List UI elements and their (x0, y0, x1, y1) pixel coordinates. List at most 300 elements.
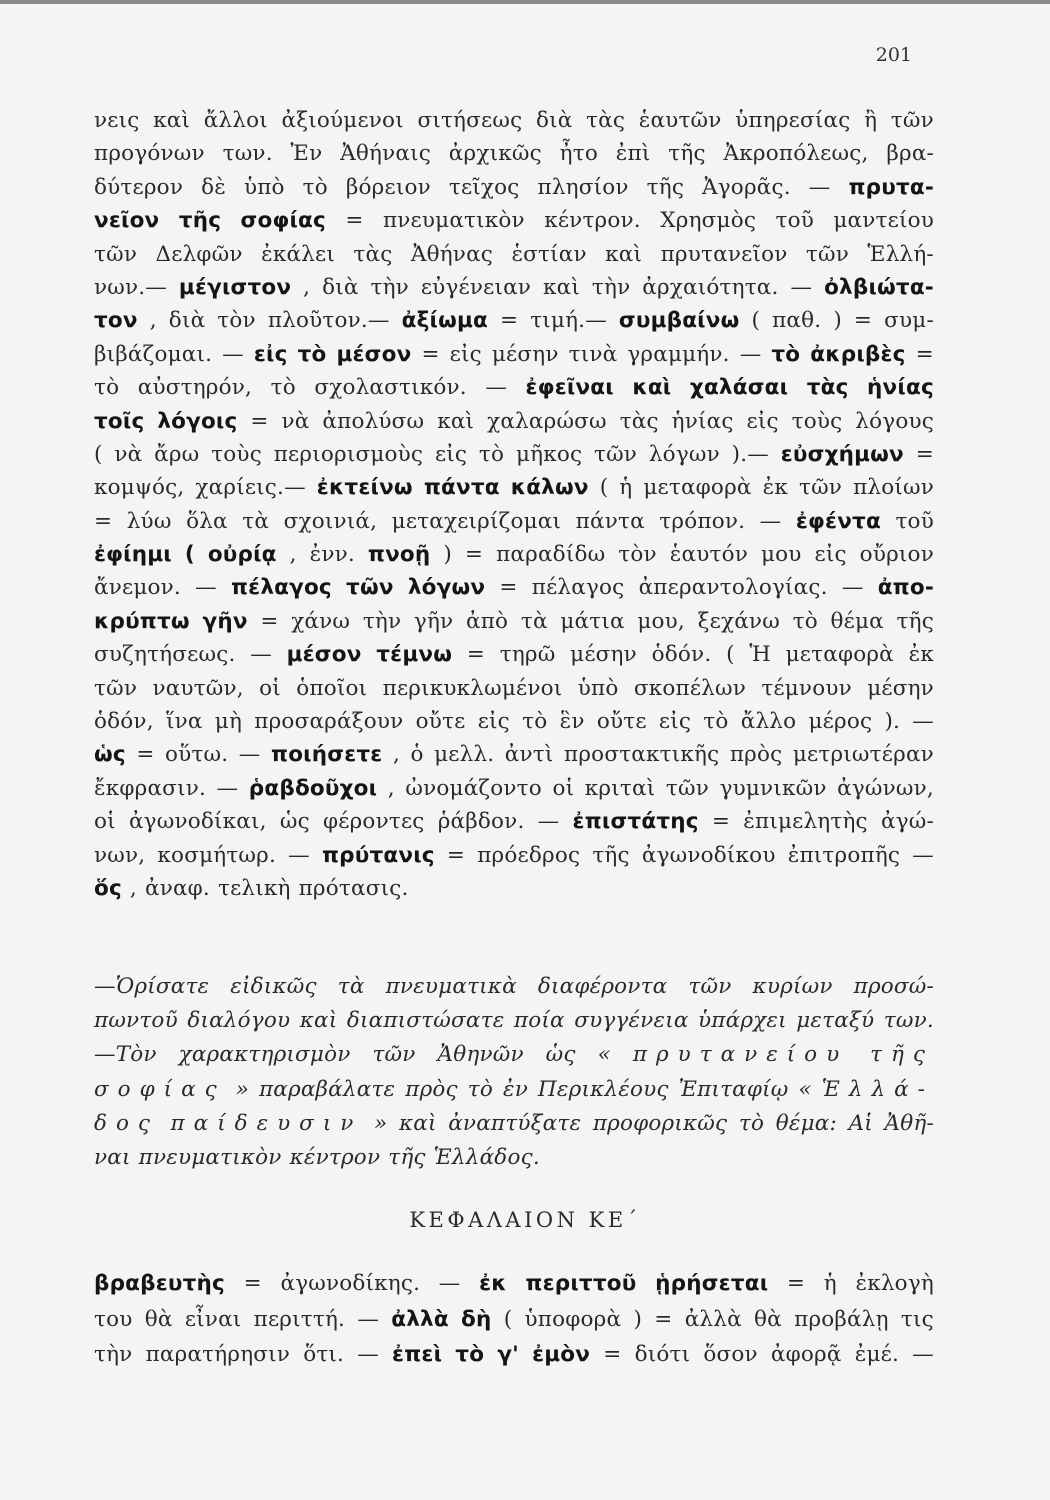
text-run: τῆς (646, 174, 685, 200)
text-run: ( (726, 642, 735, 668)
text-run: νων.— (94, 274, 168, 300)
text-run: σχολαστικόν. (314, 375, 467, 401)
text-run: τὸ (738, 1110, 765, 1136)
text-run: ( (94, 441, 103, 467)
text-run: περιορισμοὺς (273, 441, 424, 467)
text-run: Ἐπιταφίῳ (678, 1076, 789, 1102)
text-run: σοφίας (94, 1076, 226, 1102)
text-run: αὐστηρόν, (137, 375, 253, 401)
glossary-line (94, 405, 934, 438)
text-run: νεις (94, 108, 140, 133)
text-run: ναι (94, 1144, 131, 1170)
text-run: τοῦ (775, 208, 814, 234)
text-run: — (790, 274, 813, 300)
glossary-line (94, 805, 934, 838)
text-run: τὰ (337, 974, 365, 999)
text-run: εἰς (449, 341, 482, 367)
text-run: ἐπιτροπῆς (787, 842, 901, 868)
bold-term: ποιήσετε (270, 742, 383, 768)
text-run: παθ. (772, 308, 822, 334)
text-run: ).— (731, 441, 769, 467)
text-run: τὰς (586, 108, 626, 133)
text-run: ἀπεραντολογίας. (638, 575, 828, 601)
bold-term: μέσον (336, 341, 412, 367)
text-run: περικυκλωμένοι (382, 675, 563, 701)
text-run: ἐκλογὴ (855, 1271, 934, 1296)
text-run: παραβάλατε (258, 1076, 396, 1102)
text-run: οἱ (552, 775, 575, 801)
text-run: ἔκφρασιν. (94, 775, 206, 801)
text-run: τῶν (805, 241, 849, 267)
page-top-edge (0, 0, 1050, 4)
glossary-line (94, 137, 934, 170)
chapter-line (94, 1302, 934, 1338)
text-run: = (446, 842, 466, 868)
text-run: πνευματικὸν (138, 1144, 282, 1170)
text-run: πλησίον (537, 174, 629, 200)
text-run: ἐκ (908, 642, 934, 668)
text-run: χαρίεις.— (195, 475, 306, 501)
text-run: συζητήσεως. (94, 642, 236, 668)
text-run: , (129, 875, 137, 901)
text-run: τοὺς (791, 408, 843, 434)
text-run: ( (751, 308, 761, 334)
text-run: μου, (637, 608, 685, 634)
question-line (94, 1073, 934, 1107)
text-run: » (235, 1076, 249, 1102)
text-run: οὔτε (596, 709, 647, 735)
text-run: ἀγώ- (880, 809, 934, 835)
bold-term: τον (94, 308, 138, 334)
text-run: βρα- (886, 141, 934, 167)
text-run: — (216, 775, 239, 801)
text-run: καὶ (437, 408, 475, 434)
text-run: — (250, 642, 272, 668)
glossary-line (94, 839, 934, 872)
text-run: δος (94, 1110, 159, 1136)
text-run: τῶν (372, 1042, 416, 1068)
text-run: ( (599, 475, 609, 501)
text-run: Ἐν (290, 141, 323, 167)
bold-term: μέσον (286, 642, 362, 668)
text-run: πνευματικὰ (385, 974, 517, 999)
text-run: περιττή. (253, 1306, 346, 1332)
text-run: εὐγένειαν (420, 274, 532, 300)
text-run: ὅλα (186, 508, 228, 534)
bold-term: τὸ (297, 341, 327, 367)
glossary-line (94, 104, 934, 137)
text-run: καὶ (542, 274, 580, 300)
text-run: — (537, 809, 560, 835)
text-run: κομψός, (94, 475, 185, 501)
text-run: ) (833, 308, 842, 334)
bold-term: σοφίας (240, 208, 326, 234)
text-run: οὕτω. (165, 742, 229, 768)
text-run: μεταξύ (796, 1008, 875, 1034)
glossary-line (94, 338, 934, 371)
text-run: ἀναπτύξατε (448, 1110, 582, 1136)
text-run: τῶν (688, 974, 732, 999)
page-number: 201 (875, 44, 912, 66)
glossary-line (94, 204, 934, 237)
glossary-line (94, 872, 934, 905)
text-run: ἑστίαν (511, 241, 587, 267)
text-run: = (915, 341, 934, 367)
text-run: ἐκάλει (261, 241, 335, 267)
text-run: μὴ (214, 709, 243, 735)
text-run: εἰς (746, 408, 779, 434)
bold-term: τὸ (455, 1342, 485, 1367)
text-run: —Τὸν (94, 1042, 157, 1068)
text-run: διότι (634, 1342, 691, 1367)
glossary-line (94, 438, 934, 471)
text-run: νὰ (281, 408, 310, 434)
text-run: — (485, 375, 508, 401)
text-run: μου (760, 542, 802, 568)
text-run: διαφέροντα (537, 974, 668, 999)
text-run: πρότασις. (298, 875, 409, 901)
text-run: τῆς (388, 1144, 426, 1170)
text-run: ὑπὸ (577, 675, 619, 701)
text-run: ὁποῖοι (296, 675, 368, 701)
bold-term: ἐπιστάτης (572, 809, 699, 835)
text-run: ἀγωνοδίκης. (280, 1271, 421, 1296)
text-run: προβάλῃ (794, 1306, 889, 1332)
glossary-line (94, 738, 934, 771)
text-run: τῶν (890, 108, 934, 133)
text-run: ἄλλο (740, 709, 797, 735)
text-run: τὸ (792, 608, 818, 634)
text-run: ). (884, 709, 901, 735)
text-run: κέντρον (289, 1144, 381, 1170)
text-run: ἀγωνοδίκαι, (128, 809, 267, 835)
bold-term: περιττοῦ (525, 1271, 637, 1296)
text-run: = (786, 1271, 806, 1296)
text-run: Αἱ (848, 1110, 873, 1136)
text-run: μεταχειρίζομαι (391, 508, 562, 534)
bold-term: τῆς (178, 208, 222, 234)
text-run: — (195, 575, 217, 601)
text-run: κριταὶ (584, 775, 656, 801)
text-run: Χρησμὸς (660, 208, 757, 234)
text-run: διὰ (535, 108, 573, 133)
text-run: ἀλλὰ (684, 1306, 742, 1332)
text-run: βόρειον (345, 174, 431, 200)
text-run: τῶν (665, 775, 710, 801)
bold-term: δὴ (461, 1306, 492, 1332)
question-line (94, 1004, 934, 1038)
text-run: οὔτε (415, 709, 466, 735)
glossary-line (94, 505, 934, 538)
bold-term: πάντα (423, 475, 500, 501)
bold-term: ἀλλὰ (391, 1306, 449, 1332)
bold-term: ἐκτείνω (316, 475, 413, 501)
text-run: ἑαυτόν (669, 542, 748, 568)
text-run: ποία (513, 1008, 565, 1034)
text-run: εἰς (658, 709, 692, 735)
bold-term: ἐφέντα (795, 508, 881, 534)
text-run: — (739, 341, 762, 367)
text-run: πωντοῦ (94, 1008, 178, 1034)
text-run: οἱ (94, 809, 116, 835)
text-run: ἄρω (154, 441, 200, 467)
bold-term: ὡς (94, 742, 126, 768)
text-run: ξεχάνω (697, 608, 780, 634)
text-run: Ἀθήναις (340, 141, 431, 167)
text-run: = (464, 542, 484, 568)
text-run: = (136, 742, 155, 768)
bold-term: τὸ (771, 341, 801, 367)
text-run: = (499, 308, 519, 334)
text-run: τῆς (668, 141, 706, 167)
text-run: — (808, 174, 831, 200)
bold-term: πρυτα- (848, 174, 934, 200)
text-run: τὴν (591, 274, 631, 300)
text-run: τὸ (478, 441, 505, 467)
text-run: μῆκος (515, 441, 583, 467)
text-run: τὸ (467, 1076, 493, 1102)
text-run: κέντρον. (544, 208, 641, 234)
text-run: πέλαγος (531, 575, 625, 601)
text-run: Περικλέους (537, 1076, 669, 1102)
text-run: μετριωτέραν (792, 742, 934, 768)
bold-term: ῥαβδοῦχοι (248, 775, 378, 801)
text-run: ὁδόν, (94, 709, 154, 735)
text-run: τέμνουν (761, 675, 852, 701)
text-run: χαλαρώσω (487, 408, 607, 434)
text-run: ἀπολύσω (322, 408, 425, 434)
text-run: τὰς (353, 241, 393, 267)
question-line (94, 1038, 934, 1072)
text-run: — (238, 742, 261, 768)
text-run: , (392, 742, 400, 768)
text-run: μέσην (867, 675, 934, 701)
text-run: = (421, 341, 440, 367)
text-run: — (841, 575, 864, 601)
text-run: ὁ (410, 742, 424, 768)
text-run: ἀπὸ (465, 608, 509, 634)
text-run: ) (633, 1306, 643, 1332)
text-run: προσαράξουν (254, 709, 404, 735)
text-run: τὰ (242, 508, 270, 534)
text-run: , (387, 775, 395, 801)
text-run: τῆς (870, 1042, 934, 1068)
glossary-line (94, 772, 934, 805)
text-run: ἑαυτῶν (638, 108, 722, 133)
text-run: ἀξιούμενοι (281, 108, 404, 133)
bold-term: κρύπτω (94, 608, 190, 634)
bold-term: τέμνω (376, 642, 453, 668)
text-run: ναυτῶν, (152, 675, 244, 701)
text-run: τὰς (619, 408, 659, 434)
text-run: ἵνα (165, 709, 203, 735)
glossary-line (94, 571, 934, 604)
text-run: Ἀθῆ- (884, 1110, 934, 1136)
text-run: πρόεδρος (477, 842, 581, 868)
text-run: — (759, 508, 782, 534)
text-run: ἄλλοι (203, 108, 268, 133)
text-run: πρὸς (405, 1076, 458, 1102)
text-run: νὰ (114, 441, 143, 467)
text-run: κυρίων (752, 974, 833, 999)
bold-term: ὅς (94, 875, 122, 901)
glossary-line (94, 171, 934, 204)
bold-term: λόγων (407, 575, 486, 601)
text-run: τῆς (592, 842, 630, 868)
text-run: εἰς (434, 441, 468, 467)
text-run: = (654, 1306, 673, 1332)
text-run: ἀρχαιότητα. (642, 274, 779, 300)
text-run: ἢ (864, 108, 878, 133)
text-run: ὑπηρεσίας (735, 108, 851, 133)
text-run: τῶν (94, 675, 138, 701)
text-run: ἐκ (762, 475, 788, 501)
bold-term: νεῖον (94, 208, 160, 234)
text-run: ὡς (279, 809, 310, 835)
text-run: μεταφορὰ (643, 475, 752, 501)
bold-term: τῶν (346, 575, 394, 601)
text-run: χάνω (291, 608, 351, 634)
text-run: τιμή.— (530, 308, 607, 334)
bold-term: μέγιστον (178, 274, 292, 300)
bold-term: τὰς (806, 375, 849, 401)
text-run: εἶναι (184, 1306, 242, 1332)
question-line (94, 1107, 934, 1141)
text-run: = (345, 208, 364, 234)
text-run: — (357, 1306, 380, 1332)
text-run: λόγους (855, 408, 934, 434)
text-run: χαρακτηρισμὸν (178, 1042, 351, 1068)
bold-term: πρύτανις (321, 842, 435, 868)
glossary-line (94, 705, 934, 738)
text-run: — (222, 341, 244, 367)
text-run: τις (900, 1306, 934, 1332)
text-run: ὑπάρχει (698, 1008, 787, 1034)
text-run: παρατήρησιν (145, 1342, 291, 1367)
text-run: Ἀθήνας (410, 241, 494, 267)
text-run: διαλόγου (187, 1008, 291, 1034)
text-run: πρὸς (729, 742, 783, 768)
glossary-line (94, 271, 934, 304)
text-run: Ἑλλάδος. (433, 1144, 540, 1170)
text-run: ἡνίας (671, 408, 734, 434)
text-run: διὰ (168, 308, 206, 334)
chapter-body (94, 1266, 934, 1373)
chapter-line (94, 1266, 934, 1302)
text-run: τὸ (94, 375, 120, 401)
text-run: ἀγωνοδίκου (641, 842, 776, 868)
bold-term: ἐμὸν (532, 1342, 591, 1367)
text-run: εἰδικῶς (230, 974, 317, 999)
text-run: ( (503, 1306, 513, 1332)
text-run: ἀντὶ (504, 742, 554, 768)
text-run: » (373, 1110, 388, 1136)
text-run: σκοπέλων (633, 675, 746, 701)
bold-term: ἐκ (479, 1271, 507, 1296)
text-run: ὁδόν. (651, 642, 712, 668)
bold-term: πνοῇ (367, 542, 431, 568)
bold-term: χαλάσαι (689, 375, 789, 401)
text-run: ἐνν. (309, 542, 355, 568)
bold-term: βραβευτὴς (94, 1271, 225, 1296)
glossary-line (94, 605, 934, 638)
text-run: = (499, 575, 518, 601)
text-run: μέσην (491, 341, 559, 367)
bold-term: ἐπεὶ (392, 1342, 443, 1367)
text-run: οἱ (259, 675, 281, 701)
text-run: — (438, 1271, 461, 1296)
text-run: « (597, 1042, 611, 1068)
text-run: λύω (126, 508, 172, 534)
bold-term: ἀπο- (877, 575, 934, 601)
text-run: τὴν (94, 1342, 133, 1367)
text-run: πρυτανείου (632, 1042, 849, 1068)
glossary-line (94, 672, 934, 705)
text-run: καὶ (299, 1008, 338, 1034)
text-run: συμ- (884, 308, 934, 334)
text-run: μέρος (808, 709, 873, 735)
text-run: ) (443, 542, 452, 568)
bold-term: λόγοις (157, 408, 238, 434)
text-run: μαντείου (833, 208, 934, 234)
question-line (94, 970, 934, 1004)
text-run: ἡ (619, 475, 633, 501)
bold-term: εἰς (253, 341, 288, 367)
text-run: τινὰ (568, 341, 618, 367)
text-run: προσώ- (853, 974, 934, 999)
text-run: τῶν (798, 475, 843, 501)
text-run: Ἡ (749, 642, 771, 668)
text-run: καὶ (605, 241, 643, 267)
text-run: γραμμήν. (627, 341, 730, 367)
glossary-line (94, 471, 934, 504)
text-run: τοῦ (895, 508, 934, 534)
bold-term: γῆν (202, 608, 248, 634)
text-run: διὰ (322, 274, 359, 300)
text-run: τοὺς (211, 441, 262, 467)
text-run: συγγένεια (574, 1008, 689, 1034)
text-run: θὰ (754, 1306, 782, 1332)
text-run: μάτια (560, 608, 625, 634)
text-run: ἐν (502, 1076, 528, 1102)
text-run: τὴν (370, 274, 409, 300)
text-run: οὔριον (859, 542, 934, 568)
text-run: = (711, 809, 731, 835)
text-run: νων, (94, 842, 146, 868)
text-run: πλοῦτον.— (267, 308, 390, 334)
text-run: καὶ (398, 1110, 437, 1136)
text-run: , (303, 274, 311, 300)
text-run: γυμνικῶν (719, 775, 827, 801)
text-run: — (912, 1342, 934, 1367)
text-run: ἀγώνων, (837, 775, 934, 801)
bold-term: πέλαγος (230, 575, 332, 601)
text-run: μεταφορὰ (785, 642, 894, 668)
text-run: θέμα (830, 608, 884, 634)
text-run: πάντα (575, 508, 645, 534)
text-run: ἦτο (559, 141, 598, 167)
text-run: σιτήσεως (417, 108, 523, 133)
text-run: εἰς (477, 709, 510, 735)
text-run: = (250, 408, 269, 434)
text-run: μελλ. (434, 742, 495, 768)
glossary-line (94, 538, 934, 571)
text-run: τὴν (362, 608, 402, 634)
text-run: , (289, 542, 297, 568)
text-run: — (912, 842, 934, 868)
text-run: = (260, 608, 279, 634)
text-run: ἓν (559, 709, 585, 735)
